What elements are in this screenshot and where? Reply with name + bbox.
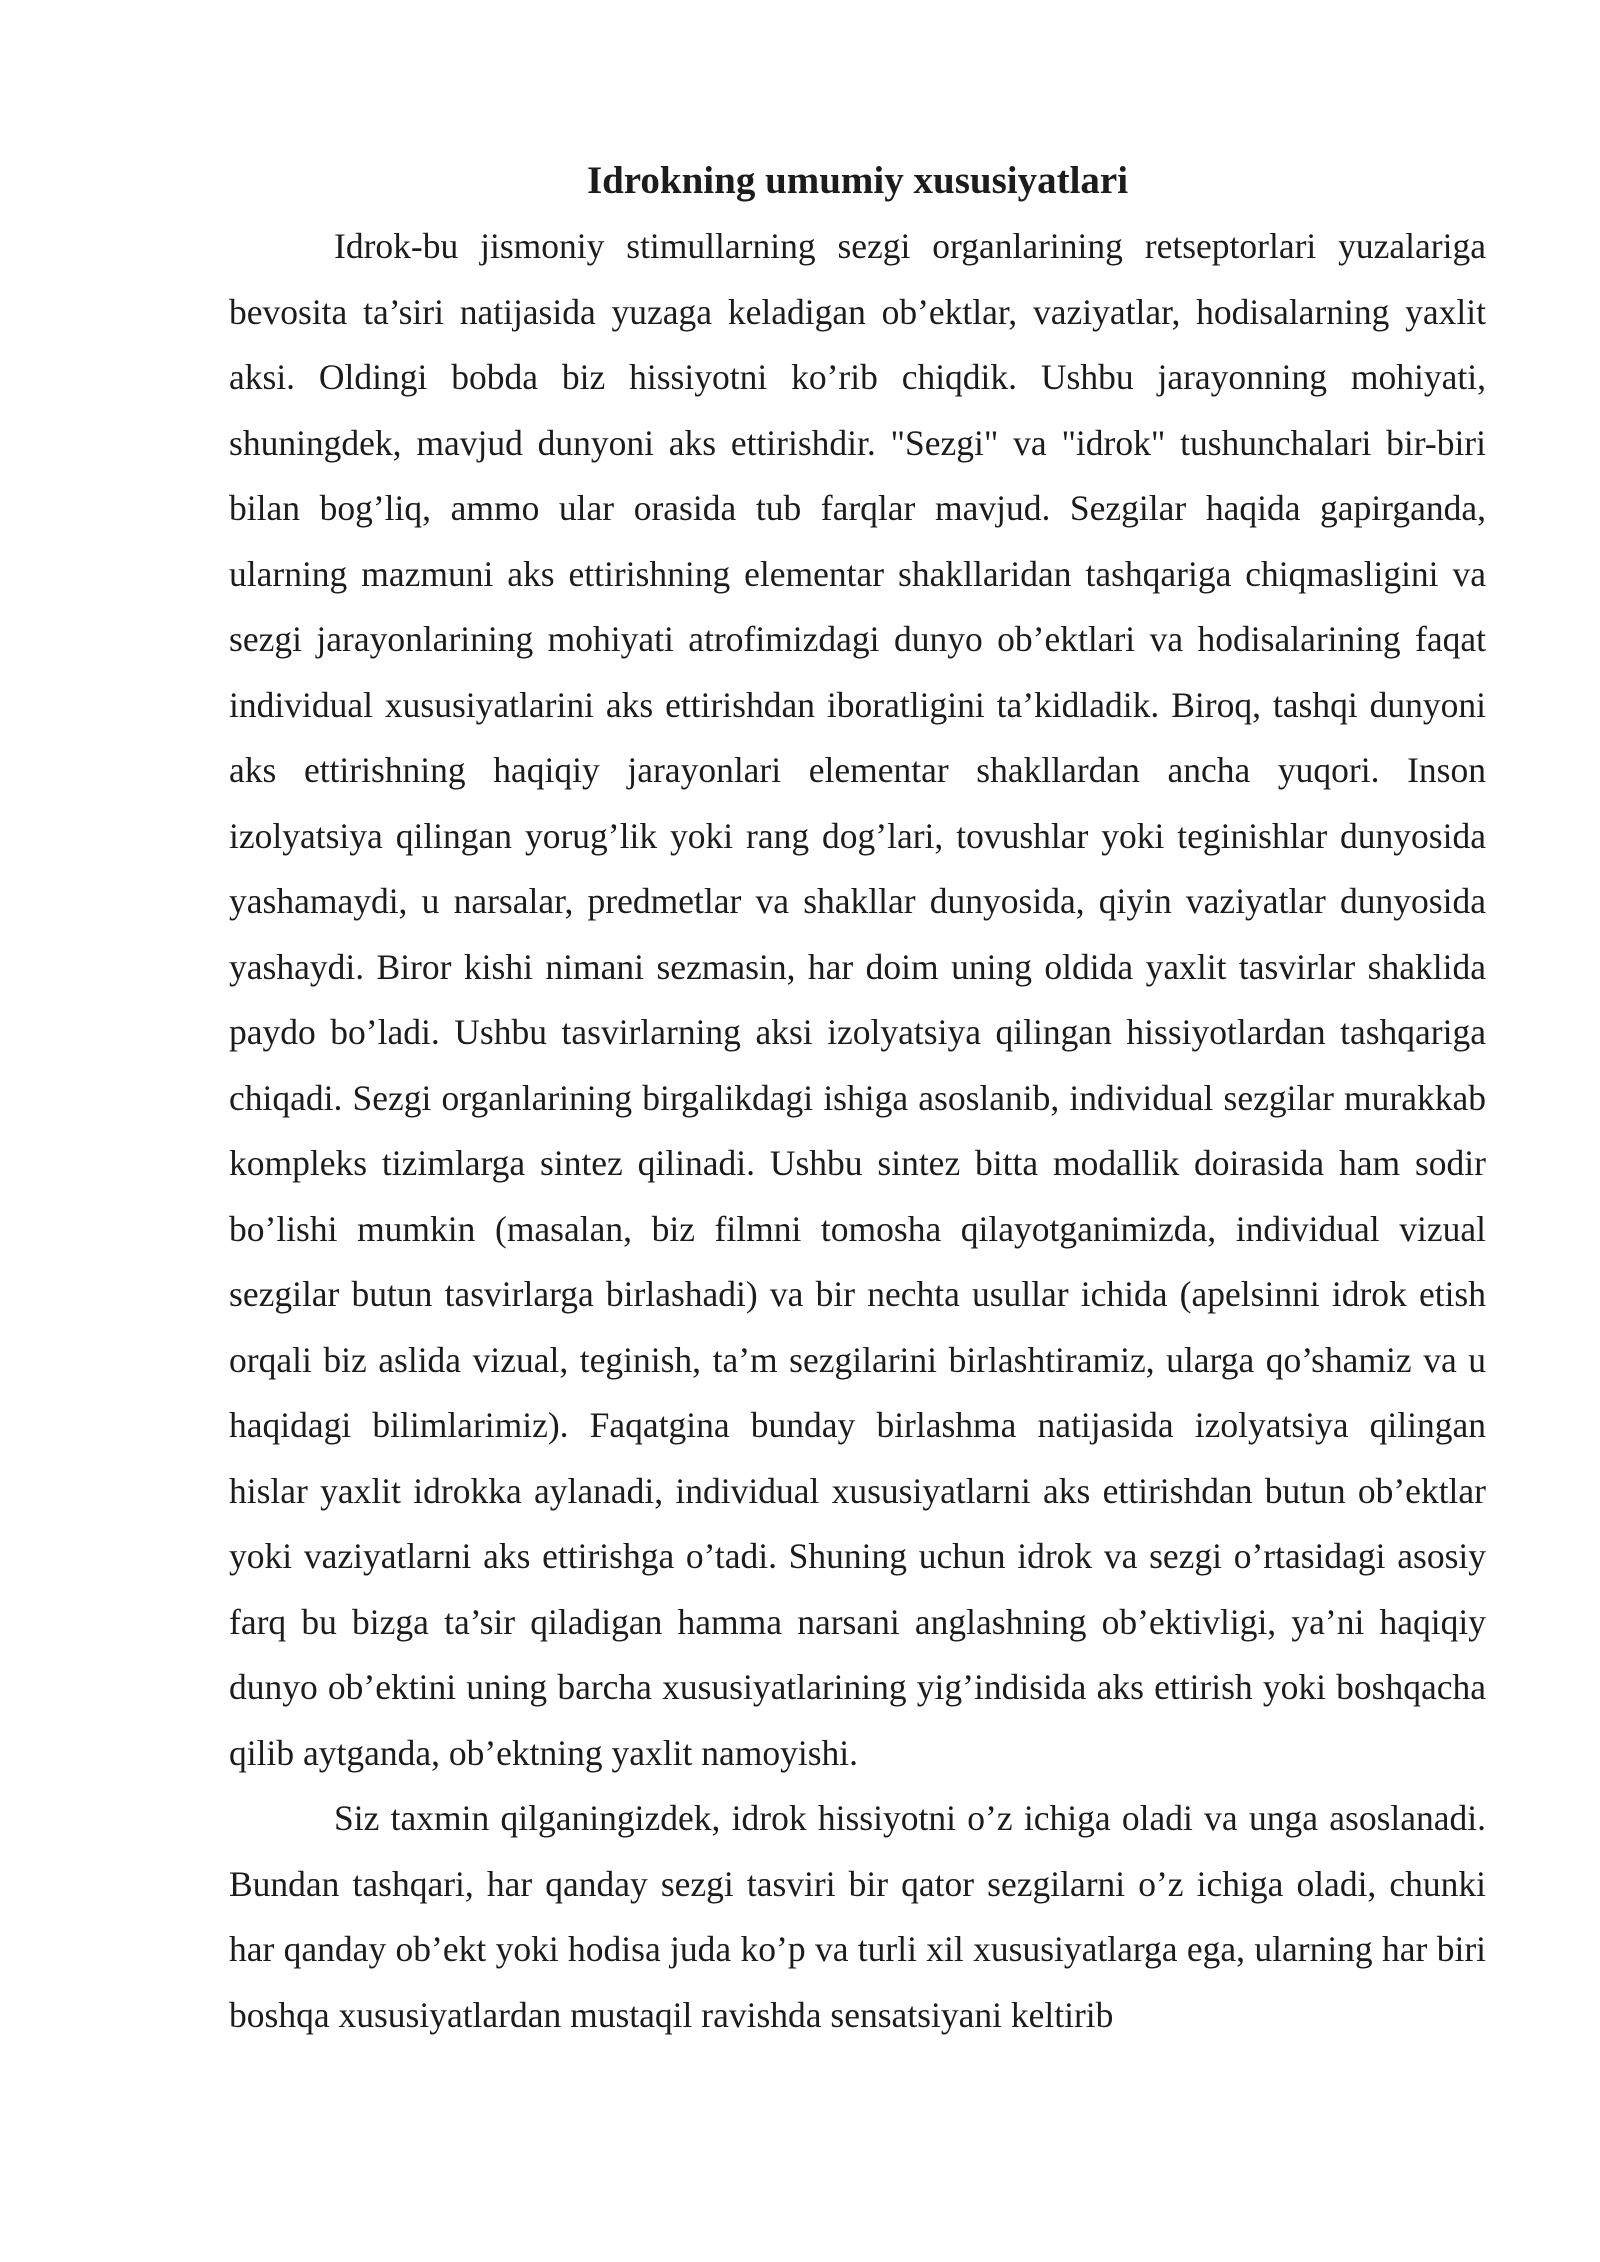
paragraph-1: Idrok-bu jismoniy stimullarning sezgi organlarining retseptorlari yuzalariga bevosita ta’siri natijasida yuzaga keladigan ob’ektlar, vaziyatlar, hodisalarning yaxlit aksi. Oldingi bobda biz hissiyotni ko’rib chiqdik. Ushbu jarayonning mohiyati, shuningdek, mavjud dunyoni aks ettirishdir. "Sezgi" va "idrok" tushunchalari bir-biri bilan bog’liq, ammo ular orasida tub farqlar mavjud. Sezgilar haqida gapirganda, ularning mazmuni aks ettirishning elementar shakllaridan tashqariga chiqmasligini va sezgi jarayonlarining mohiyati atrofimizdagi dunyo ob’ektlari va hodisalarining faqat individual xususiyatlarini aks ettirishdan iboratligini ta’kidladik. Biroq, tashqi dunyoni aks ettirishning haqiqiy jarayonlari elementar shakllardan ancha yuqori. Inson izolyatsiya qilingan yorug’lik yoki rang dog’lari, tovushlar yoki teginishlar dunyosida yashamaydi, u narsalar, predmetlar va shakllar dunyosida, qiyin vaziyatlar dunyosida yashaydi. Biror kishi nimani sezmasin, har doim uning oldida yaxlit tasvirlar shaklida paydo bo’ladi. Ushbu tasvirlarning aksi izolyatsiya qilingan hissiyotlardan tashqariga chiqadi. Sezgi organlarining birgalikdagi ishiga asoslanib, individual sezgilar murakkab kompleks tizimlarga sintez qilinadi. Ushbu sintez bitta modallik doirasida ham sodir bo’lishi mumkin (masalan, biz filmni tomosha qilayotganimizda, individual vizual sezgilar butun tasvirlarga birlashadi) va bir nechta usullar ichida (apelsinni idrok etish orqali biz aslida vizual, teginish, ta’m sezgilarini birlashtiramiz, ularga qo’shamiz va u haqidagi bilimlarimiz). Faqatgina bunday birlashma natijasida izolyatsiya qilingan hislar yaxlit idrokka aylanadi, individual xususiyatlarni aks ettirishdan butun ob’ektlar yoki vaziyatlarni aks ettirishga o’tadi. Shuning uchun idrok va sezgi o’rtasidagi asosiy farq bu bizga ta’sir qiladigan hamma narsani anglashning ob’ektivligi, ya’ni haqiqiy dunyo ob’ektini uning barcha xususiyatlarining yig’indisida aks ettirish yoki boshqacha qilib aytganda, ob’ektning yaxlit namoyishi. — [229, 226, 1486, 1773]
document-body — [229, 148, 1486, 2048]
document-title: Idrokning umumiy xususiyatlari — [586, 159, 1129, 202]
paragraph-2: Siz taxmin qilganingizdek, idrok hissiyotni o’z ichiga oladi va unga asoslanadi. Bundan tashqari, har qanday sezgi tasviri bir qator sezgilarni o’z ichiga oladi, chunki har qanday ob’ekt yoki hodisa juda ko’p va turli xil xususiyatlarga ega, ularning har biri boshqa xususiyatlardan mustaqil ravishda sensatsiyani keltirib — [229, 1798, 1486, 2035]
